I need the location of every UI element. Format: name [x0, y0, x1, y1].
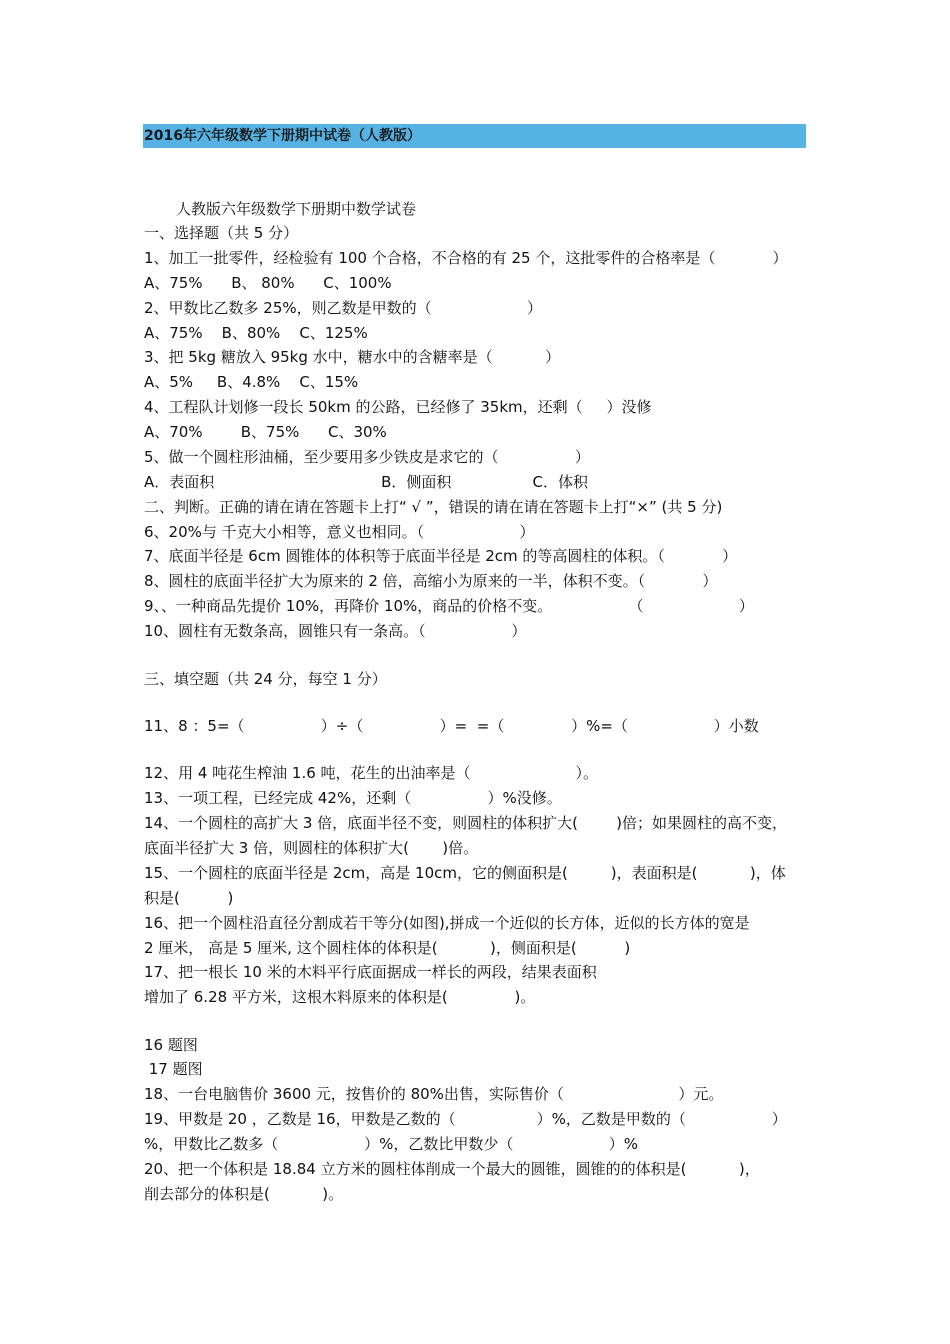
question-line: %，甲数比乙数多（ ）%，乙数比甲数少（ ）%: [144, 1135, 638, 1153]
question-line: 2、甲数比乙数多 25%，则乙数是甲数的（ ）: [144, 299, 543, 317]
figure-caption: 17 题图: [144, 1060, 203, 1078]
question-line: 削去部分的体积是( )。: [144, 1185, 344, 1203]
question-line: 19、甲数是 20 ，乙数是 16，甲数是乙数的（ ）%，乙数是甲数的（ ）: [144, 1110, 787, 1128]
section-heading-judgement: 二、判断。正确的请在请在答题卡上打“ √ ”，错误的请在请在答题卡上打“×” (共 5 分): [144, 498, 723, 516]
question-line: 4、工程队计划修一段长 50km 的公路，已经修了 35km，还剩（ ）没修: [144, 398, 652, 416]
section-heading-fill: 三、填空题（共 24 分，每空 1 分）: [144, 670, 387, 688]
question-line: 2 厘米， 高是 5 厘米, 这个圆柱体的体积是( )，侧面积是( ): [144, 939, 631, 957]
question-line: 12、用 4 吨花生榨油 1.6 吨，花生的出油率是（ ）。: [144, 764, 598, 782]
question-line: 11、8 ：5=（ ）÷（ ）= =（ ）%=（ ）小数: [144, 717, 759, 735]
question-line: 3、把 5kg 糖放入 95kg 水中，糖水中的含糖率是（ ）: [144, 348, 561, 366]
question-line: 16、把一个圆柱沿直径分割成若干等分(如图),拼成一个近似的长方体，近似的长方体的宽是: [144, 914, 750, 932]
answer-options: A．表面积 B．侧面积 C．体积: [144, 473, 588, 491]
answer-options: A、75% B、80% C、125%: [144, 324, 368, 342]
document-title-banner: 2016年六年级数学下册期中试卷（人教版）: [143, 124, 806, 148]
question-line: 18、一台电脑售价 3600 元，按售价的 80%出售，实际售价（ ）元。: [144, 1085, 724, 1103]
question-line: 底面半径扩大 3 倍，则圆柱的体积扩大( )倍。: [144, 839, 479, 857]
question-line: 1、加工一批零件，经检验有 100 个合格，不合格的有 25 个，这批零件的合格率是（ ）: [144, 249, 788, 267]
question-line: 6、20%与 千克大小相等，意义也相同。（ ）: [144, 523, 535, 541]
answer-options: A、70% B、75% C、30%: [144, 423, 387, 441]
section-heading-choice: 一、选择题（共 5 分）: [144, 224, 299, 242]
exam-subtitle: 人教版六年级数学下册期中数学试卷: [176, 200, 417, 218]
question-line: 10、圆柱有无数条高，圆锥只有一条高。（ ）: [144, 622, 527, 640]
question-line: 13、一项工程，已经完成 42%，还剩（ ）%没修。: [144, 789, 562, 807]
question-line: 14、一个圆柱的高扩大 3 倍，底面半径不变，则圆柱的体积扩大( )倍；如果圆柱的高不变，: [144, 814, 788, 832]
question-line: 积是( ): [144, 889, 234, 907]
answer-options: A、75% B、 80% C、100%: [144, 274, 392, 292]
question-line: 20、把一个体积是 18.84 立方米的圆柱体削成一个最大的圆锥，圆锥的的体积是( )，: [144, 1160, 760, 1178]
question-line: 9、、一种商品先提价 10%，再降价 10%，商品的价格不变。 （ ）: [144, 597, 754, 615]
question-line: 增加了 6.28 平方米，这根木料原来的体积是( )。: [144, 988, 536, 1006]
question-line: 17、把一根长 10 米的木料平行底面据成一样长的两段，结果表面积: [144, 963, 597, 981]
figure-caption: 16 题图: [144, 1036, 198, 1054]
question-line: 15、一个圆柱的底面半径是 2cm，高是 10cm，它的侧面积是( )，表面积是( )，体: [144, 864, 786, 882]
question-line: 7、底面半径是 6cm 圆锥体的体积等于底面半径是 2cm 的等高圆柱的体积。（ ）: [144, 547, 738, 565]
question-line: 8、圆柱的底面半径扩大为原来的 2 倍，高缩小为原来的一半，体积不变。（ ）: [144, 572, 718, 590]
question-line: 5、做一个圆柱形油桶，至少要用多少铁皮是求它的（ ）: [144, 448, 590, 466]
answer-options: A、5% B、4.8% C、15%: [144, 373, 359, 391]
